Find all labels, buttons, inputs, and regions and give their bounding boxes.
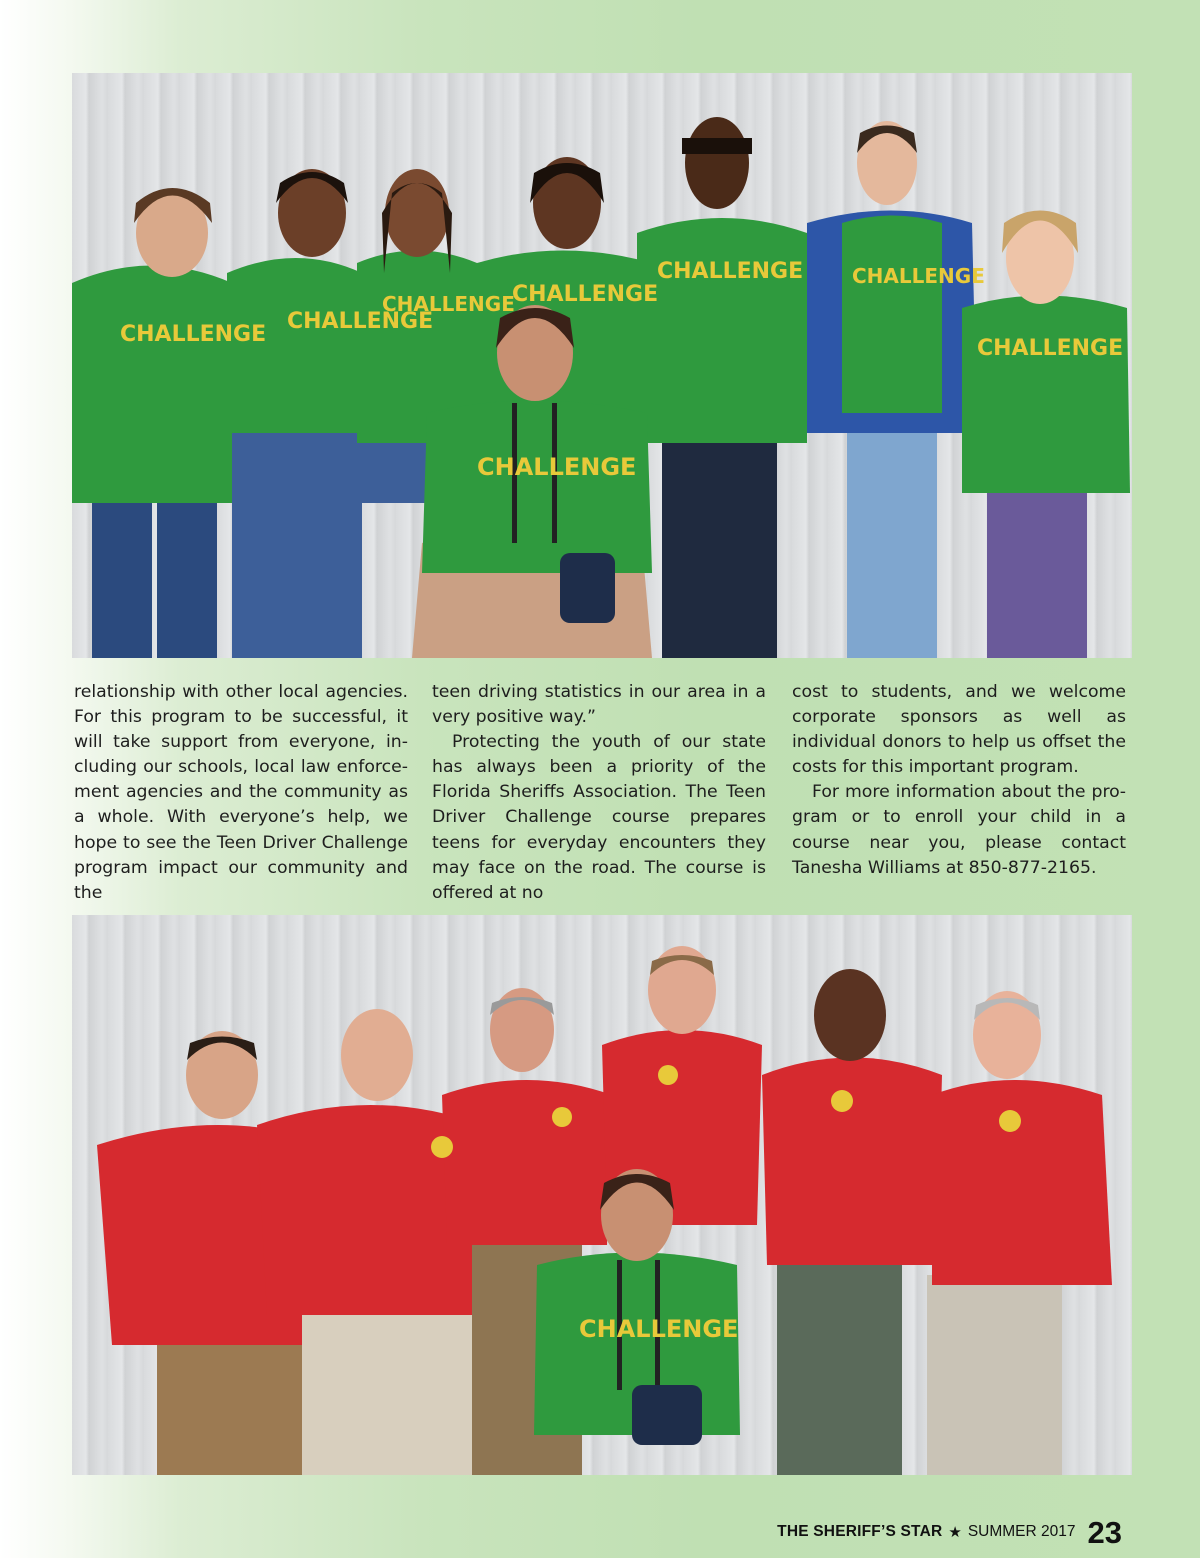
col1-paragraph-1: relationship with other local agencies. For this program to be successful, it will take support from everyone, including our schools, local law enforcement agencies and the community as a whole. With everyone’s help, we hope to see the Teen Driver Challenge program impact our community and the bbox=[74, 682, 408, 903]
col2-paragraph-1: teen driving statistics in our area in a very positive way.” bbox=[432, 682, 766, 728]
shirt-logo-3: CHALLENGE bbox=[382, 292, 515, 316]
shirt-logo-5: CHALLENGE bbox=[657, 259, 804, 284]
officer-6 bbox=[927, 991, 1112, 1475]
shirt-logo-4: CHALLENGE bbox=[512, 282, 659, 307]
issue-label: SUMMER 2017 bbox=[967, 1523, 1076, 1540]
officers-illustration bbox=[72, 915, 1132, 1475]
students-illustration bbox=[72, 73, 1132, 658]
person-5 bbox=[637, 117, 807, 658]
photo-students-green-shirts bbox=[72, 73, 1132, 658]
person-6 bbox=[807, 121, 977, 658]
page-footer bbox=[777, 1514, 1122, 1550]
star-icon: ★ bbox=[948, 1524, 962, 1541]
shirt-logo-bottom: CHALLENGE bbox=[579, 1315, 739, 1343]
col3-paragraph-2: For more information about the program or to enroll your child in a course near you, please contact Tanesha Williams at 850-877-2165. bbox=[792, 782, 1126, 878]
page-number: 23 bbox=[1087, 1514, 1122, 1550]
person-1 bbox=[72, 188, 232, 658]
article-column-3 bbox=[792, 680, 1126, 881]
publication-name: THE SHERIFF’S STAR bbox=[777, 1523, 943, 1540]
shirt-logo-6: CHALLENGE bbox=[852, 264, 985, 288]
shirt-logo-7: CHALLENGE bbox=[977, 336, 1124, 361]
officer-5 bbox=[762, 969, 942, 1475]
person-7 bbox=[962, 211, 1130, 659]
photo-officers-red-shirts bbox=[72, 915, 1132, 1475]
shirt-logo-2: CHALLENGE bbox=[287, 309, 434, 334]
article-column-1 bbox=[74, 680, 408, 906]
col2-paragraph-2: Protecting the youth of our state has always been a priority of the Florida Sheriffs Association. The Teen Driver Challenge course prepares teens for everyday encounters they may face on the road. The course is offered at no bbox=[432, 732, 766, 903]
shirt-logo-1: CHALLENGE bbox=[120, 322, 267, 347]
article-column-2 bbox=[432, 680, 766, 906]
shirt-logo-seated: CHALLENGE bbox=[477, 453, 637, 481]
col3-paragraph-1: cost to students, and we welcome corporate sponsors as well as individual donors to help us offset the costs for this important program. bbox=[792, 682, 1126, 778]
person-2 bbox=[227, 169, 367, 658]
